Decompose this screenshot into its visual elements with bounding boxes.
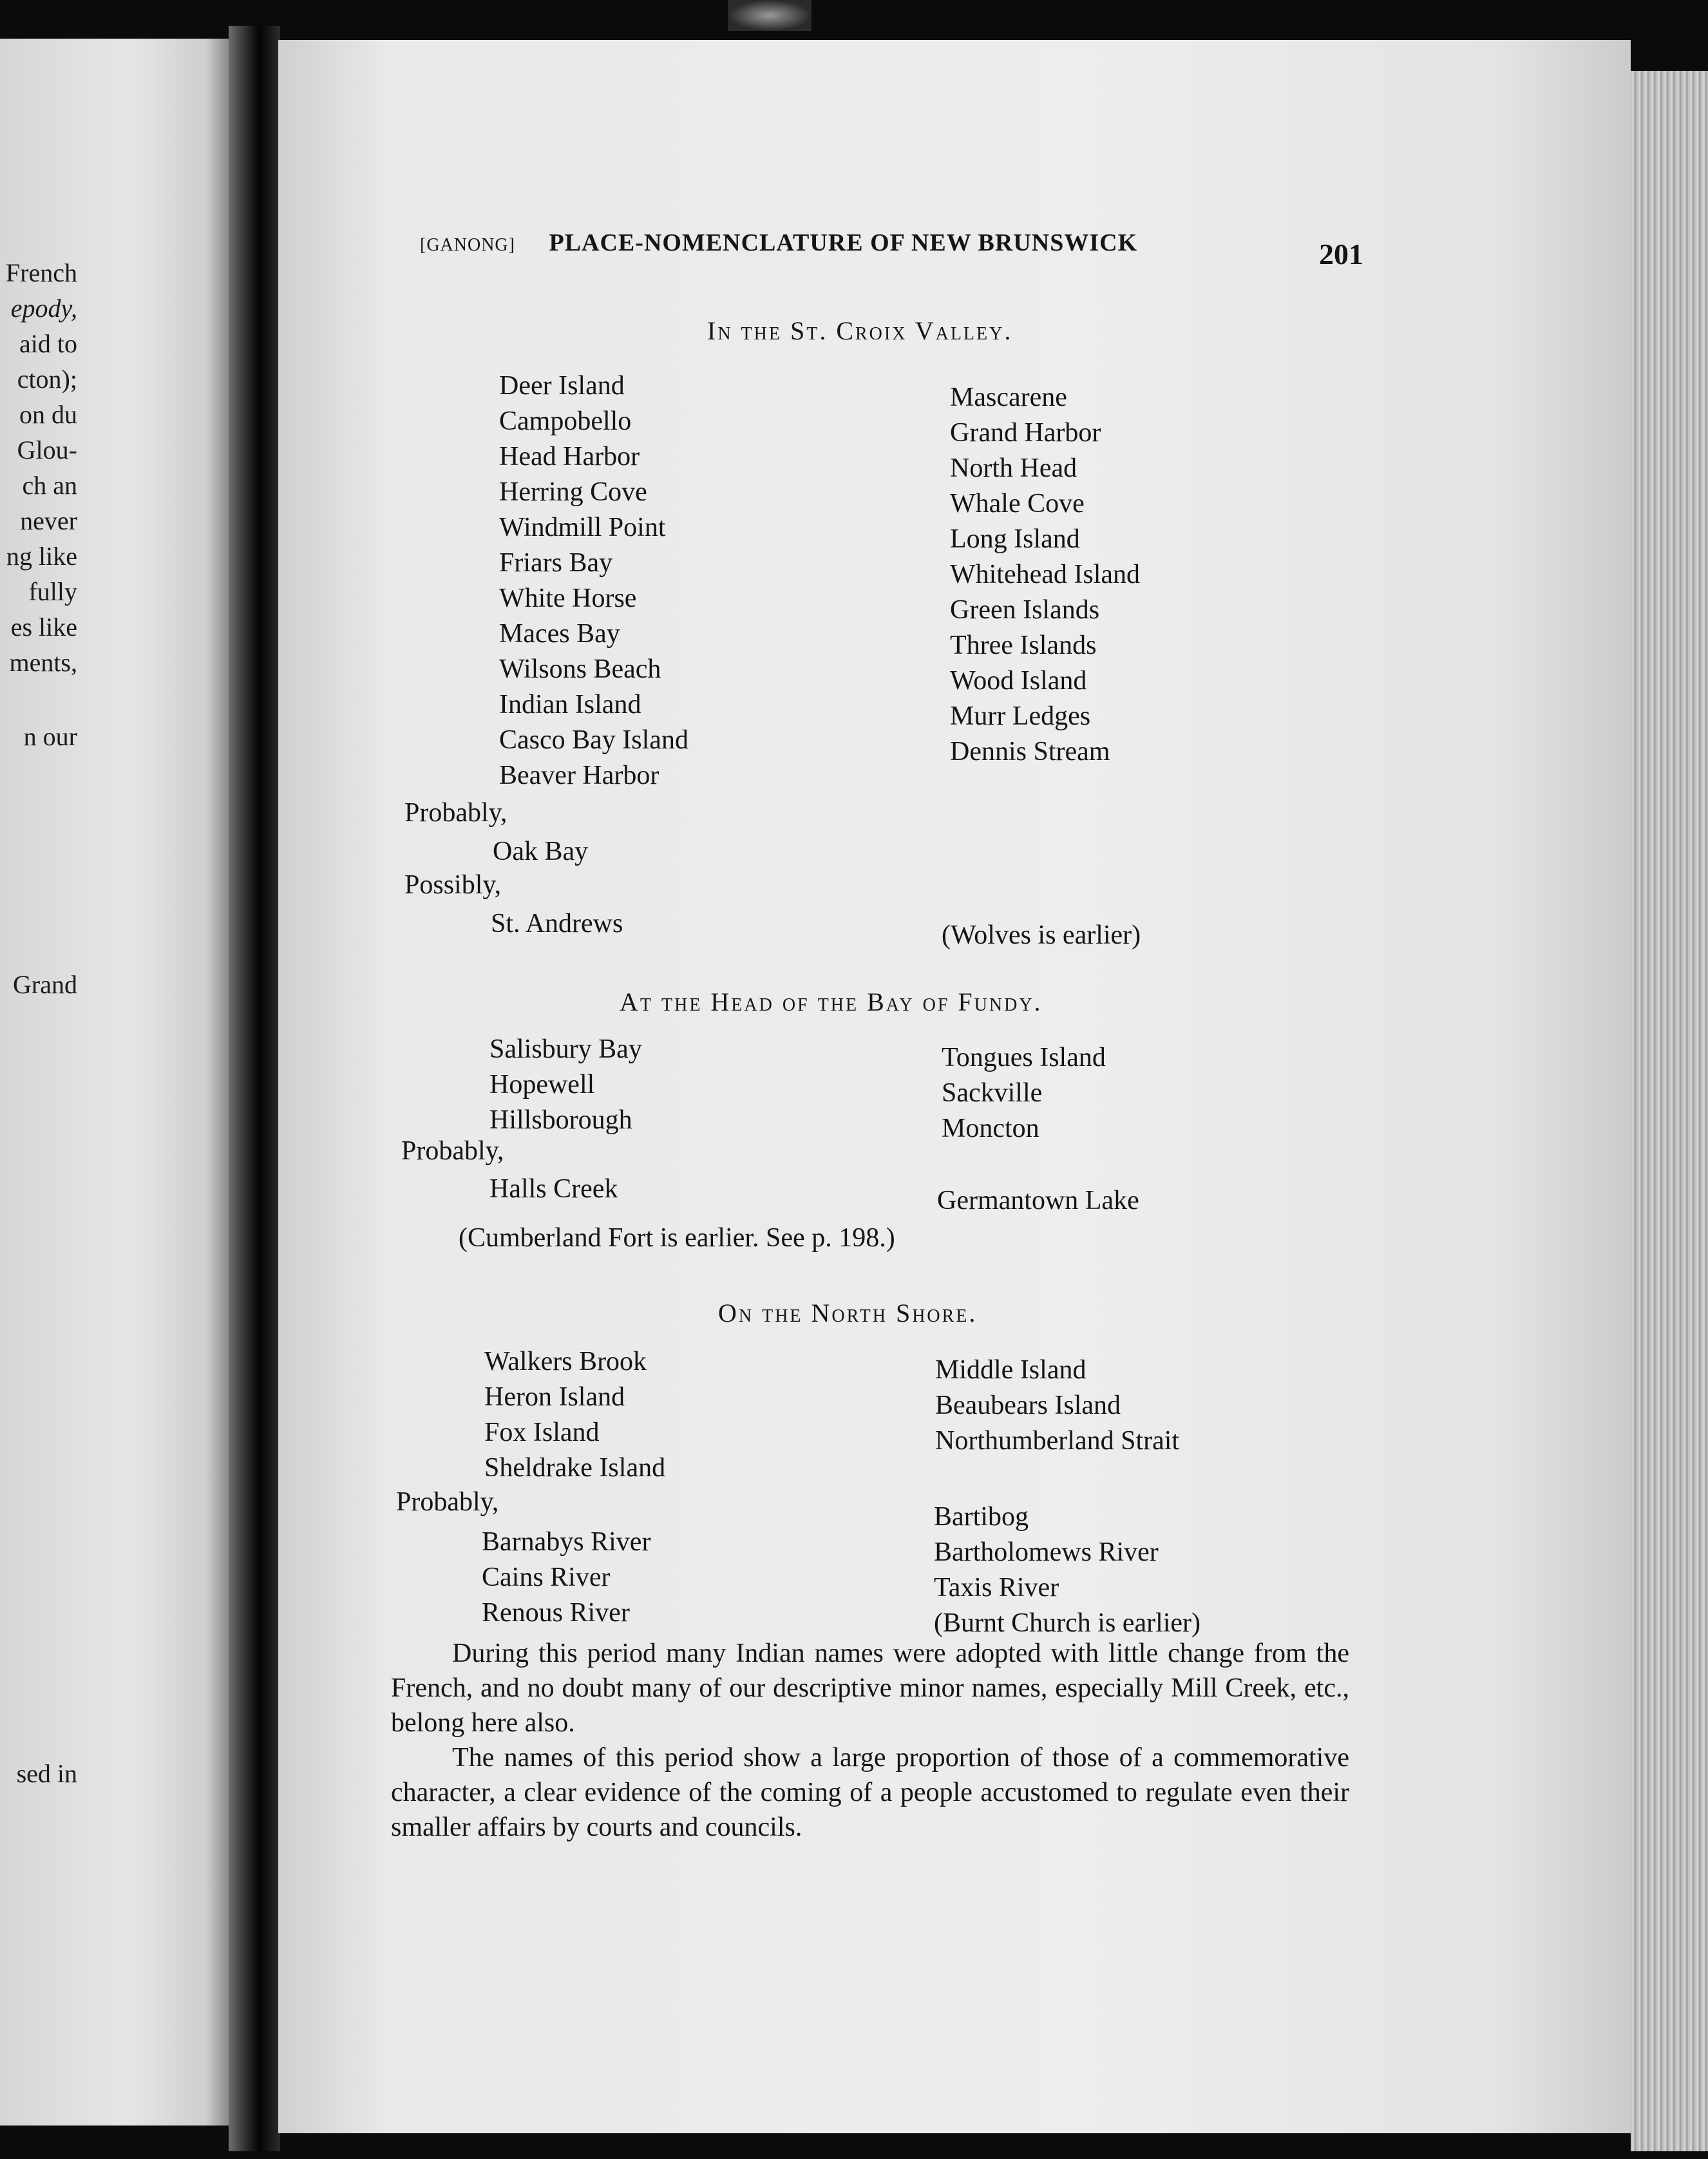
place-name: Indian Island [499, 690, 641, 719]
place-name: Northumberland Strait [935, 1426, 1180, 1456]
place-name: Hopewell [489, 1070, 595, 1099]
running-head-title: PLACE-NOMENCLATURE OF NEW BRUNSWICK [549, 229, 1138, 256]
left-fragment: ments, [9, 648, 77, 677]
section-heading: On the North Shore. [718, 1298, 978, 1327]
place-name: Beaver Harbor [499, 761, 659, 790]
place-name: Head Harbor [499, 442, 640, 471]
left-fragment: French [5, 258, 77, 287]
page-number: 201 [1319, 238, 1363, 271]
place-name: Bartibog [934, 1502, 1029, 1532]
paragraph-text: During this period many Indian names were adopted with little change from the French, and no doubt many of our descriptive minor names, especially Mill Creek, etc., belong here also. [391, 1639, 1349, 1738]
place-name: Oak Bay [493, 837, 589, 866]
place-name: Deer Island [499, 371, 625, 401]
name-list-left [484, 1344, 665, 1486]
place-name: Green Islands [950, 595, 1100, 625]
left-fragment: n our [23, 722, 77, 751]
probably-label: Probably, [404, 798, 508, 828]
possibly-label: Possibly, [404, 870, 502, 900]
place-name: Middle Island [935, 1355, 1086, 1385]
left-fragment: cton); [17, 365, 77, 394]
place-name: Salisbury Bay [489, 1034, 642, 1064]
place-name: Mascarene [950, 383, 1067, 412]
place-name: Herring Cove [499, 477, 647, 507]
section-note: (Cumberland Fort is earlier. See p. 198.) [459, 1223, 895, 1253]
left-fragment: ch an [22, 471, 77, 500]
place-name: Beaubears Island [935, 1391, 1121, 1420]
place-name: Tongues Island [942, 1043, 1106, 1072]
place-name: St. Andrews [491, 909, 623, 938]
place-name: Barnabys River [482, 1527, 651, 1557]
place-name: Windmill Point [499, 513, 666, 542]
left-fragment: sed in [16, 1759, 77, 1788]
name-list-left [499, 368, 688, 794]
place-name: North Head [950, 453, 1077, 483]
place-name: Renous River [482, 1598, 630, 1628]
place-name: Bartholomews River [934, 1537, 1159, 1567]
body-paragraph [391, 1740, 1349, 1845]
probably-label: Probably, [401, 1136, 504, 1166]
place-name: Wood Island [950, 666, 1087, 696]
place-name: Halls Creek [489, 1174, 618, 1204]
probably-list-right [934, 1499, 1200, 1641]
place-name: Hillsborough [489, 1105, 632, 1135]
left-fragment: Glou- [17, 435, 77, 464]
book-spine [229, 26, 280, 2151]
page-edges [1631, 71, 1708, 2151]
place-name: Sackville [942, 1078, 1043, 1108]
place-name: Taxis River [934, 1573, 1059, 1603]
left-fragment: on du [19, 400, 77, 429]
section-heading: In the St. Croix Valley. [707, 316, 1013, 345]
place-name: Long Island [950, 524, 1080, 554]
top-bleed-through [728, 0, 811, 31]
place-name: (Burnt Church is earlier) [934, 1608, 1201, 1638]
name-list-left [489, 1032, 642, 1138]
running-head [420, 229, 1137, 257]
name-list-right [942, 1040, 1106, 1146]
left-fragment: fully [28, 577, 77, 606]
body-paragraph [391, 1636, 1349, 1740]
section-note: (Wolves is earlier) [942, 920, 1141, 950]
place-name: Murr Ledges [950, 701, 1091, 731]
place-name: Maces Bay [499, 619, 620, 649]
paragraph-text: The names of this period show a large proportion of those of a commemorative character, a clear evidence of the coming of a people accustomed to regulate even their smaller affairs by courts and councils. [391, 1743, 1349, 1842]
place-name: Three Islands [950, 631, 1097, 660]
name-list-right [935, 1353, 1179, 1459]
probably-list-left [482, 1525, 650, 1631]
place-name: White Horse [499, 584, 637, 613]
left-fragment: never [20, 506, 77, 535]
place-name: Wilsons Beach [499, 654, 661, 684]
left-fragment: ng like [6, 542, 77, 571]
place-name: Cains River [482, 1563, 611, 1592]
place-name: Grand Harbor [950, 418, 1101, 448]
section-heading: At the Head of the Bay of Fundy. [620, 987, 1043, 1016]
left-fragment: es like [10, 613, 77, 642]
place-name: Germantown Lake [937, 1186, 1139, 1215]
place-name: Whale Cove [950, 489, 1085, 518]
place-name: Friars Bay [499, 548, 613, 578]
place-name: Heron Island [484, 1382, 625, 1412]
name-list-right [950, 380, 1140, 770]
place-name: Sheldrake Island [484, 1453, 666, 1483]
left-fragment: epody, [10, 294, 77, 323]
place-name: Fox Island [484, 1418, 600, 1447]
left-fragment: aid to [19, 329, 77, 358]
probably-label: Probably, [396, 1487, 499, 1517]
place-name: Whitehead Island [950, 560, 1141, 589]
place-name: Casco Bay Island [499, 725, 688, 755]
running-head-author: [GANONG] [420, 235, 515, 255]
place-name: Campobello [499, 406, 632, 436]
left-page [0, 39, 229, 2126]
place-name: Walkers Brook [484, 1347, 647, 1376]
place-name: Moncton [942, 1114, 1039, 1143]
left-fragment: Grand [13, 970, 77, 999]
place-name: Dennis Stream [950, 737, 1110, 766]
